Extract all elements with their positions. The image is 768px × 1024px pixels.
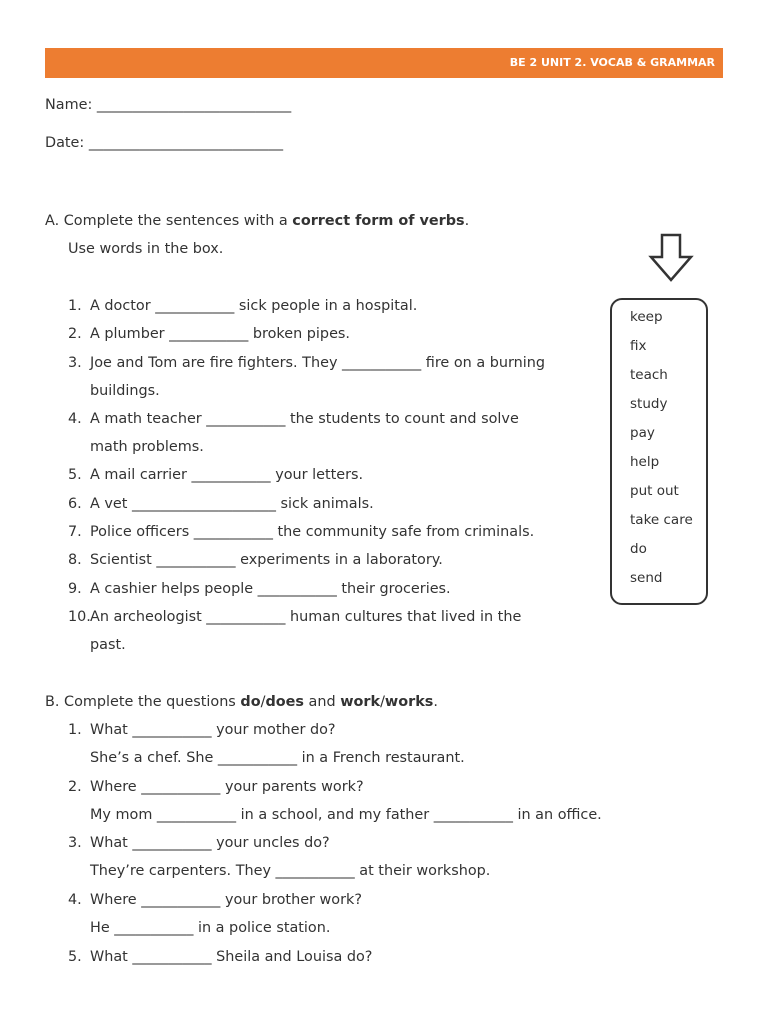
date-label: Date: <box>45 135 85 151</box>
section-a-item: 2. A plumber ___________ broken pipes. <box>68 326 350 342</box>
word-item: help <box>630 454 660 470</box>
header-title: BE 2 UNIT 2. VOCAB & GRAMMAR <box>509 56 715 69</box>
word-item: take care <box>630 512 693 528</box>
word-item: pay <box>630 425 655 441</box>
section-b-answer: They’re carpenters. They ___________ at their workshop. <box>90 863 491 879</box>
section-b-answer: My mom ___________ in a school, and my father ___________ in an office. <box>90 807 602 823</box>
section-a-item: 5. A mail carrier ___________ your letters. <box>68 467 364 483</box>
word-item: do <box>630 541 647 557</box>
section-a-subline: Use words in the box. <box>68 241 224 257</box>
word-item: put out <box>630 483 679 499</box>
date-field <box>45 135 283 151</box>
section-a-item: 1. A doctor ___________ sick people in a hospital. <box>68 298 418 314</box>
word-box <box>610 298 708 605</box>
header-bar <box>45 48 723 78</box>
word-item: fix <box>630 338 647 354</box>
word-item: send <box>630 570 663 586</box>
section-a-item: 7. Police officers ___________ the community safe from criminals. <box>68 524 535 540</box>
section-a-item-continuation: buildings. <box>90 383 160 399</box>
section-a-item: 4. A math teacher ___________ the students to count and solve <box>68 411 519 427</box>
word-item: teach <box>630 367 668 383</box>
name-blank[interactable]: ___________________________ <box>96 97 292 113</box>
section-b-instruction: B. Complete the questions do/does and work/works. <box>45 694 438 710</box>
word-item: study <box>630 396 668 412</box>
section-a-item: 6. A vet ____________________ sick animals. <box>68 496 374 512</box>
date-blank[interactable]: ___________________________ <box>88 135 284 151</box>
section-b-answer: He ___________ in a police station. <box>90 920 331 936</box>
section-a-emphasis: correct form of verbs <box>292 213 465 229</box>
section-b-question: 4. Where ___________ your brother work? <box>68 892 362 908</box>
name-field <box>45 97 291 113</box>
section-a-item: 3. Joe and Tom are fire fighters. They ___________ fire on a burning <box>68 355 546 371</box>
word-item: keep <box>630 309 663 325</box>
section-a-item-continuation: math problems. <box>90 439 204 455</box>
section-a-item: 9. A cashier helps people ___________ their groceries. <box>68 581 451 597</box>
section-a-instruction: A. Complete the sentences with a correct form of verbs. <box>45 213 470 229</box>
section-b-question: 1. What ___________ your mother do? <box>68 722 336 738</box>
down-arrow-icon <box>648 233 694 283</box>
section-b-question: 2. Where ___________ your parents work? <box>68 779 364 795</box>
section-b-question: 3. What ___________ your uncles do? <box>68 835 330 851</box>
section-a-item: 10.An archeologist ___________ human cultures that lived in the <box>68 609 522 625</box>
section-a-item: 8. Scientist ___________ experiments in a laboratory. <box>68 552 443 568</box>
section-b-question: 5. What ___________ Sheila and Louisa do? <box>68 949 373 965</box>
section-b-answer: She’s a chef. She ___________ in a French restaurant. <box>90 750 465 766</box>
section-a-item-continuation: past. <box>90 637 126 653</box>
name-label: Name: <box>45 97 93 113</box>
